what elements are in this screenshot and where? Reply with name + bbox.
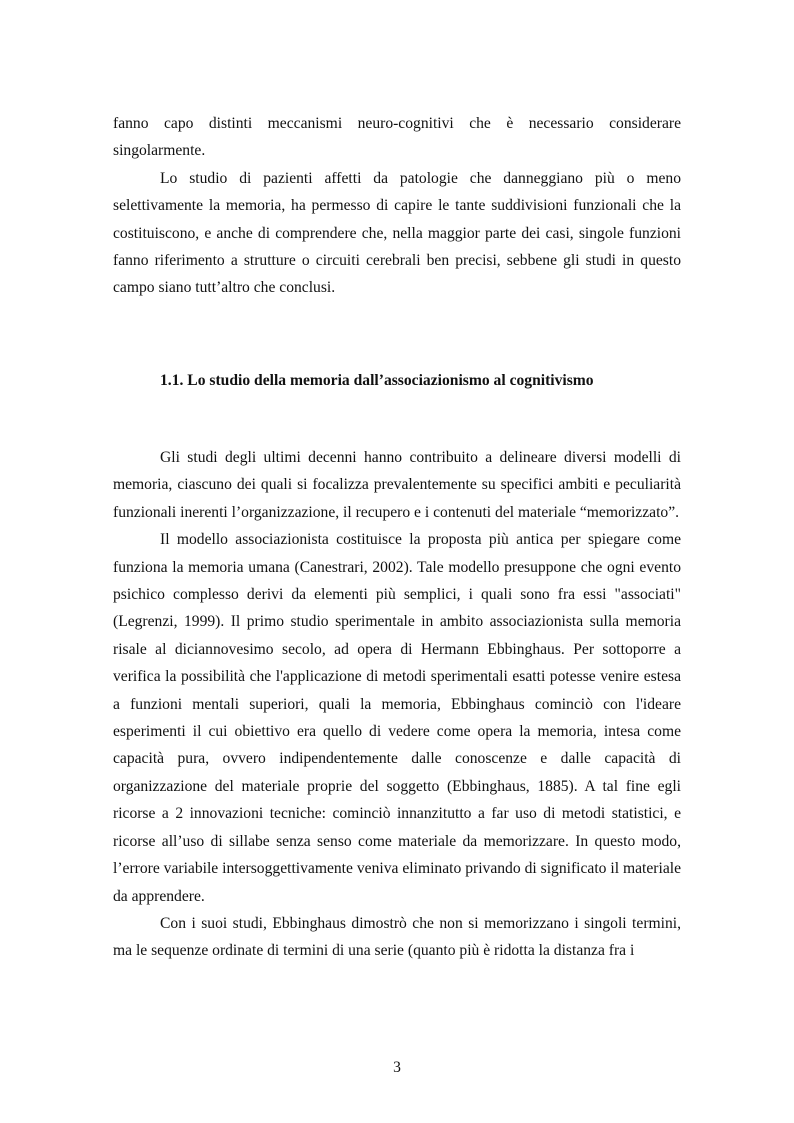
paragraph-continuation: fanno capo distinti meccanismi neuro-cognitivi che è necessario considerare singolarmente.: [113, 115, 681, 160]
paragraph-patient-studies: Lo studio di pazienti affetti da patologie che danneggiano più o meno selettivamente la memoria, ha permesso di capire le tante suddivisioni funzionali che la costituiscono, e anche di comprendere che, nella maggior parte dei casi, singole funzioni fanno riferimento a strutture o circuiti cerebrali ben precisi, sebbene gli studi in questo campo siano tutt’altro che conclusi.: [113, 169, 681, 297]
page-number: 3: [393, 1059, 401, 1076]
top-text-block: [113, 110, 681, 302]
paragraph-associationist-model: Il modello associazionista costituisce la proposta più antica per spiegare come funziona la memoria umana (Canestrari, 2002). Tale modello presuppone che ogni evento psichico complesso derivi da elementi più semplici, i quali sono fra essi "associati" (Legrenzi, 1999). Il primo studio sperimentale in ambito associazionista sulla memoria risale al diciannovesimo secolo, ad opera di Hermann Ebbinghaus. Per sottoporre a verifica la possibilità che l'applicazione di metodi sperimentali esatti potesse venire estesa a funzioni mentali superiori, quali la memoria, Ebbinghaus cominciò con l'ideare esperimenti il cui obiettivo era quello di vedere come opera la memoria, intesa come capacità pura, ovvero indipendentemente dalle conoscenze e dalle capacità di organizzazione del materiale proprie del soggetto (Ebbinghaus, 1885). A tal fine egli ricorse a 2 innovazioni tecniche: cominciò innanzitutto a far uso di metodi statistici, e ricorse all’uso di sillabe senza senso come materiale da memorizzare. In questo modo, l’errore variabile intersoggettivamente veniva eliminato privando di significato il materiale da apprendere.: [113, 531, 681, 905]
section-text-block: [113, 444, 681, 965]
section-heading: 1.1. Lo studio della memoria dall’associazionismo al cognitivismo: [160, 372, 594, 389]
paragraph-memory-models: Gli studi degli ultimi decenni hanno contribuito a delineare diversi modelli di memoria, ciascuno dei quali si focalizza prevalentemente su specifici ambiti e peculiarità funzionali inerenti l’organizzazione, il recupero e i contenuti del materiale “memorizzato”.: [113, 449, 681, 521]
paragraph-ebbinghaus-findings: Con i suoi studi, Ebbinghaus dimostrò che non si memorizzano i singoli termini, ma le sequenze ordinate di termini di una serie (quanto più è ridotta la distanza fra i: [113, 914, 681, 960]
